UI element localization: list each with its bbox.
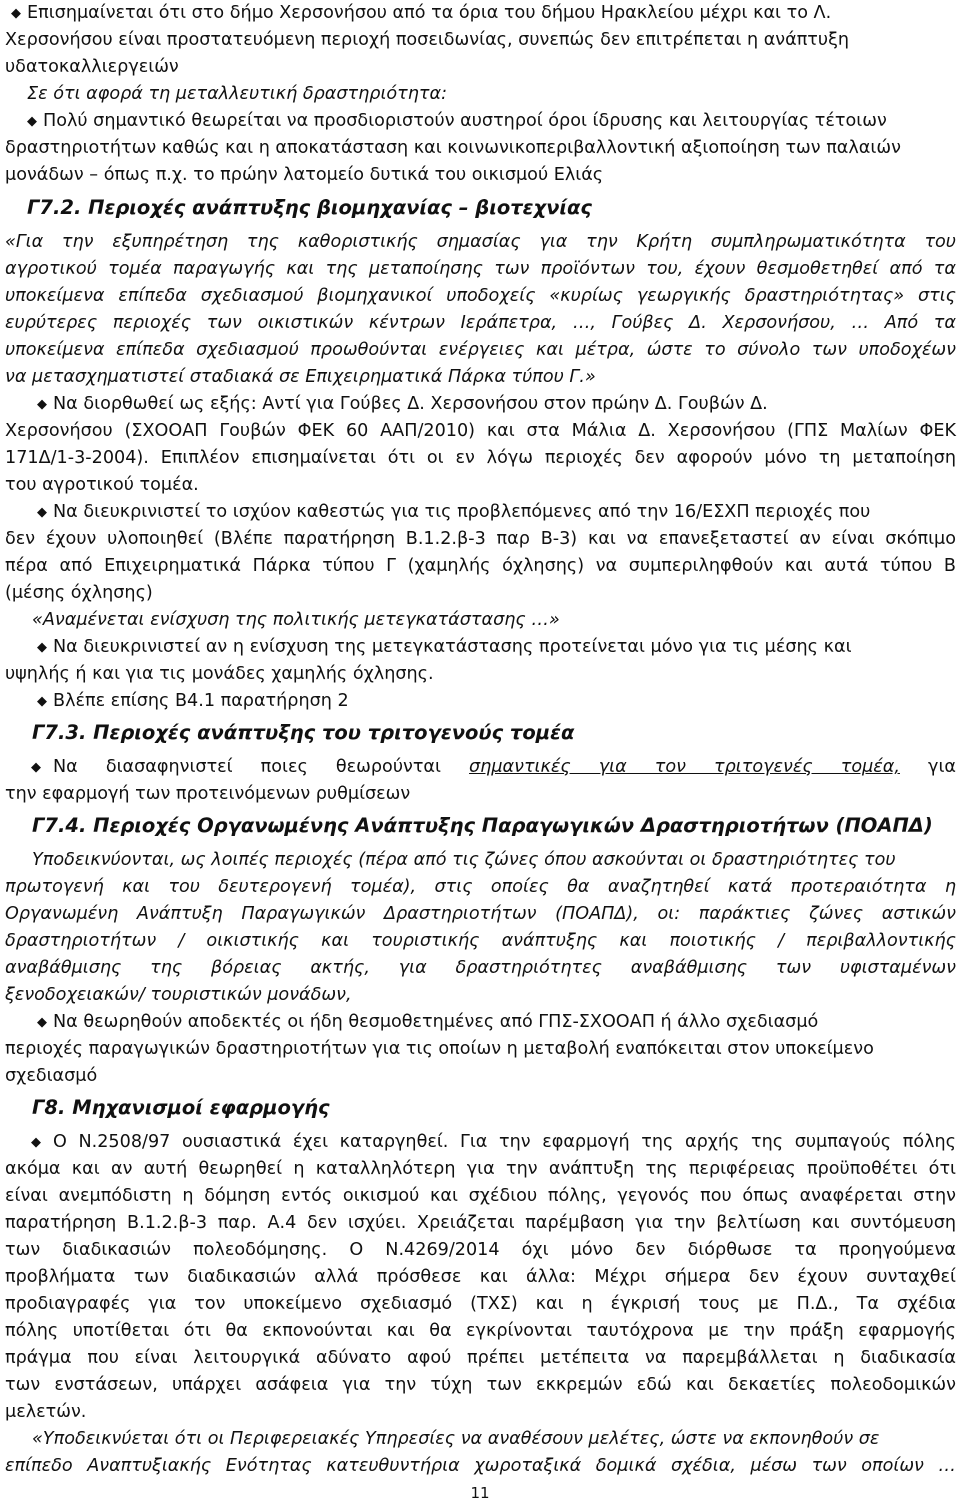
- bullet-line: ◆ Να διορθωθεί ως εξής: Αντί για Γούβες Δ. Χερσονήσου στον πρώην Δ. Γουβών Δ.: [5, 391, 956, 418]
- page-number: 11: [470, 1484, 490, 1502]
- quote-line: δραστηριοτήτων / οικιστικής και τουριστικής ανάπτυξης και ποιοτικής / περιβαλλοντικής: [5, 931, 956, 951]
- diamond-bullet-icon: ◆: [31, 760, 41, 775]
- quote-line: ξενοδοχειακών/ τουριστικών μονάδων,: [5, 985, 352, 1005]
- bullet-line: ◆ Ο Ν.2508/97 ουσιαστικά έχει καταργηθεί. Για την εφαρμογή της αρχής της συμπαγούς πόλης: [5, 1129, 956, 1156]
- text-line: σχεδιασμό: [5, 1066, 98, 1086]
- quote-line: επίπεδο Αναπτυξιακής Ενότητας κατευθυντήρια χωροταξικά δομικά σχέδια, μέσω των οποίων …: [5, 1456, 956, 1476]
- quote-line: «Υποδεικνύεται ότι οι Περιφερειακές Υπηρεσίες να αναθέσουν μελέτες, ώστε να εκπονηθούν σε: [32, 1429, 880, 1449]
- quote-line: υποκείμενα επίπεδα σχεδιασμού προωθούνται ενέργειες και μέτρα, ώστε το σύνολο των υποδοχέων: [5, 340, 956, 360]
- text-line: πόλης υποτίθεται ότι θα εκπονούνται και θα εγκρίνονται ταυτόχρονα με την πράξη εφαρμογής: [5, 1321, 956, 1341]
- bullet-line: ◆ Να διευκρινιστεί αν η ενίσχυση της μετεγκατάστασης προτείνεται μόνο για τις μέσης και: [5, 634, 956, 661]
- diamond-bullet-icon: ◆: [37, 694, 47, 709]
- bullet-line: ◆ Να θεωρηθούν αποδεκτές οι ήδη θεσμοθετημένες από ΓΠΣ-ΣΧΟΟΑΠ ή άλλο σχεδιασμό: [5, 1009, 956, 1036]
- text-line: την εφαρμογή των προτεινόμενων ρυθμίσεων: [5, 784, 411, 804]
- diamond-bullet-icon: ◆: [37, 640, 47, 655]
- bullet-line: ◆ Να διευκρινιστεί το ισχύον καθεστώς για τις προβλεπόμενες από την 16/ΕΣΧΠ περιοχές που: [5, 499, 956, 526]
- diamond-bullet-icon: ◆: [27, 114, 37, 129]
- text-line: δεν έχουν υλοποιηθεί (Βλέπε παρατήρηση Β.1.2.β-3 παρ Β-3) και να επανεξεταστεί αν είναι σκόπιμο: [5, 529, 956, 549]
- diamond-bullet-icon: ◆: [37, 1015, 47, 1030]
- quote-line: Οργανωμένη Ανάπτυξη Παραγωγικών Δραστηριοτήτων (ΠΟΑΠΔ), οι: παράκτιες ζώνες αστικών: [5, 904, 956, 924]
- text-line: του αγροτικού τομέα.: [5, 475, 199, 495]
- quote-line: «Αναμένεται ενίσχυση της πολιτικής μετεγκατάστασης …»: [32, 610, 560, 630]
- diamond-bullet-icon: ◆: [31, 1135, 41, 1150]
- diamond-bullet-icon: ◆: [11, 6, 21, 21]
- text-line: μελετών.: [5, 1402, 87, 1422]
- text-line: είναι ανεμπόδιστη η δόμηση εντός οικισμού και σχέδιου πόλης, γεγονός που όπως αναφέρεται στην: [5, 1186, 956, 1206]
- text-line: υψηλής ή και για τις μονάδες χαμηλής όχλησης.: [5, 664, 434, 684]
- text-line: προβλήματα των διαδικασιών αλλά πρόσθεσε και άλλα: Μέχρι σήμερα δεν έχουν συνταχθεί: [5, 1267, 956, 1287]
- quote-line: αναβάθμισης της βόρειας ακτής, για δραστηριότητες αναβάθμισης των υφισταμένων: [5, 958, 956, 978]
- text-line: των διαδικασιών πολεοδόμησης. Ο Ν.4269/2014 όχι μόνο δεν διόρθωσε τα προηγούμενα: [5, 1240, 956, 1260]
- diamond-bullet-icon: ◆: [37, 505, 47, 520]
- bullet-line: ◆ Επισημαίνεται ότι στο δήμο Χερσονήσου από τα όρια του δήμου Ηρακλείου μέχρι και το Λ.: [5, 0, 956, 27]
- text-line: προδιαγραφές για τον υποκείμενο σχεδιασμό (ΤΧΣ) και η έγκρισή τους με Π.Δ., Τα σχέδια: [5, 1294, 956, 1314]
- text-line: των ενστάσεων, υπάρχει ασάφεια για την τύχη των εκκρεμών εδώ και δεκαετίες πολεοδομικών: [5, 1375, 956, 1395]
- text-line: μονάδων – όπως π.χ. το πρώην λατομείο δυτικά του οικισμού Ελιάς: [5, 165, 604, 185]
- text-line: πράγμα που είναι λειτουργικά αδύνατο αφού πρέπει μετέπειτα να παρεμβάλλεται η διαδικασία: [5, 1348, 956, 1368]
- quote-line: υποκείμενα επίπεδα σχεδιασμού βιομηχανικοί υποδοχείς «κυρίως γεωργικής δραστηριότητας» στις: [5, 286, 956, 306]
- text-line: δραστηριοτήτων καθώς και η αποκατάσταση και κοινωνικοπεριβαλλοντική αξιοποίηση των παλαιών: [5, 138, 901, 158]
- section-heading-g8: Γ8. Μηχανισμοί εφαρμογής: [32, 1096, 330, 1119]
- text-line: (μέσης όχλησης): [5, 583, 153, 603]
- bullet-line: ◆ Πολύ σημαντικό θεωρείται να προσδιοριστούν αυστηροί όροι ίδρυσης και λειτουργίας τέτοιων: [5, 108, 956, 135]
- section-heading-g7-2: Γ7.2. Περιοχές ανάπτυξης βιομηχανίας – βιοτεχνίας: [27, 196, 592, 219]
- text-line: περιοχές παραγωγικών δραστηριοτήτων για τις οποίων η μεταβολή εναπόκειται στον υποκείμενο: [5, 1039, 874, 1059]
- quote-line: ευρύτερες περιοχές των οικιστικών κέντρων Ιεράπετρα, …, Γούβες Δ. Χερσονήσου, … Από τα: [5, 313, 956, 333]
- quote-line: «Για την εξυπηρέτηση της καθοριστικής σημασίας για την Κρήτη συμπληρωματικότητα του: [5, 232, 956, 252]
- text-line: πέρα από Επιχειρηματικά Πάρκα τύπου Γ (χαμηλής όχλησης) να συμπεριληφθούν και αυτά τύπου Β: [5, 556, 956, 576]
- text-line: Σε ότι αφορά τη μεταλλευτική δραστηριότητα:: [27, 84, 448, 104]
- bullet-line: ◆ Βλέπε επίσης Β4.1 παρατήρηση 2: [5, 688, 956, 715]
- quote-line: να μετασχηματιστεί σταδιακά σε Επιχειρηματικά Πάρκα τύπου Γ.»: [5, 367, 596, 387]
- diamond-bullet-icon: ◆: [37, 397, 47, 412]
- text-line: 171Δ/1-3-2004). Επιπλέον επισημαίνεται ότι οι εν λόγω περιοχές δεν αφορούν μόνο τη μεταποίηση: [5, 448, 956, 468]
- section-heading-g7-3: Γ7.3. Περιοχές ανάπτυξης του τριτογενούς τομέα: [32, 721, 575, 744]
- section-heading-g7-4: Γ7.4. Περιοχές Οργανωμένης Ανάπτυξης Παραγωγικών Δραστηριοτήτων (ΠΟΑΠΔ): [32, 814, 933, 837]
- text-line: υδατοκαλλιεργειών: [5, 57, 179, 77]
- text-line: ακόμα και αν αυτή θεωρηθεί η καταλληλότερη για την ανάπτυξη της περιφέρειας προϋποθέτει ότι: [5, 1159, 956, 1179]
- quote-line: αγροτικού τομέα παραγωγής και της μεταποίησης των προϊόντων του, έχουν θεσμοθετηθεί από τα: [5, 259, 956, 279]
- quote-line: πρωτογενή και του δευτερογενή τομέα), στις οποίες θα αναζητηθεί κατά προτεραιότητα η: [5, 877, 956, 897]
- bullet-line: ◆ Να διασαφηνιστεί ποιες θεωρούνται σημαντικές για τον τριτογενές τομέα, για: [5, 754, 956, 781]
- text-line: παρατήρηση Β.1.2.β-3 παρ. Α.4 δεν ισχύει. Χρειάζεται παρέμβαση για την βελτίωση και συντόμευση: [5, 1213, 956, 1233]
- text-line: Χερσονήσου είναι προστατευόμενη περιοχή ποσειδωνίας, συνεπώς δεν επιτρέπεται η ανάπτυξη: [5, 30, 850, 50]
- quote-line: Υποδεικνύονται, ως λοιπές περιοχές (πέρα από τις ζώνες όπου ασκούνται οι δραστηριότητες του: [32, 850, 896, 870]
- text-line: Χερσονήσου (ΣΧΟΟΑΠ Γουβών ΦΕΚ 60 ΑΑΠ/2010) και στα Μάλια Δ. Χερσονήσου (ΓΠΣ Μαλίων ΦΕΚ: [5, 421, 956, 441]
